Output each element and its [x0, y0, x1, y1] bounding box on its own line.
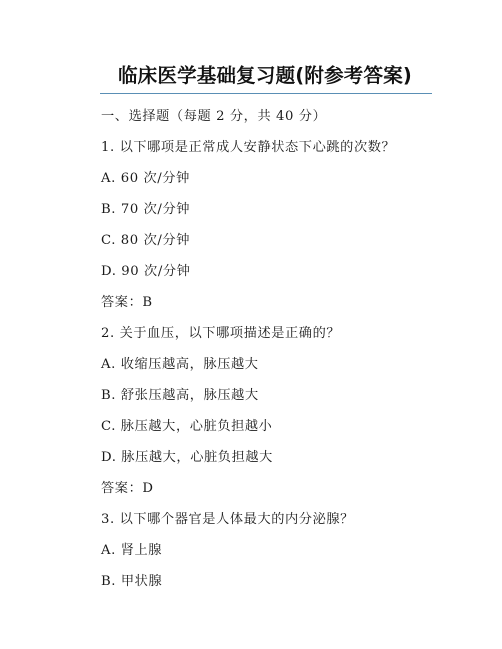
question-3-option-a: A. 肾上腺 [101, 543, 163, 558]
question-1-option-b: B. 70 次/分钟 [101, 202, 191, 217]
question-2-answer: 答案：D [101, 481, 154, 496]
question-3-option-b: B. 甲状腺 [101, 574, 163, 589]
question-2-option-b: B. 舒张压越高，脉压越大 [101, 388, 259, 403]
question-2-option-a: A. 收缩压越高，脉压越大 [101, 357, 259, 372]
question-1-option-a: A. 60 次/分钟 [101, 171, 190, 186]
question-1-option-d: D. 90 次/分钟 [101, 264, 191, 279]
title-divider [100, 93, 432, 94]
question-1-answer: 答案：B [101, 295, 153, 310]
question-3-text: 3. 以下哪个器官是人体最大的内分泌腺？ [101, 512, 354, 527]
question-2-option-d: D. 脉压越大，心脏负担越大 [101, 450, 273, 465]
question-1-option-c: C. 80 次/分钟 [101, 233, 190, 248]
question-2-option-c: C. 脉压越大，心脏负担越小 [101, 419, 273, 434]
question-2-text: 2. 关于血压，以下哪项描述是正确的？ [101, 326, 341, 341]
question-1-text: 1. 以下哪项是正常成人安静状态下心跳的次数？ [101, 140, 396, 155]
section-heading: 一、选择题（每题 2 分，共 40 分） [101, 109, 327, 124]
document-title: 临床医学基础复习题(附参考答案) [117, 64, 413, 87]
question-list [101, 106, 441, 602]
